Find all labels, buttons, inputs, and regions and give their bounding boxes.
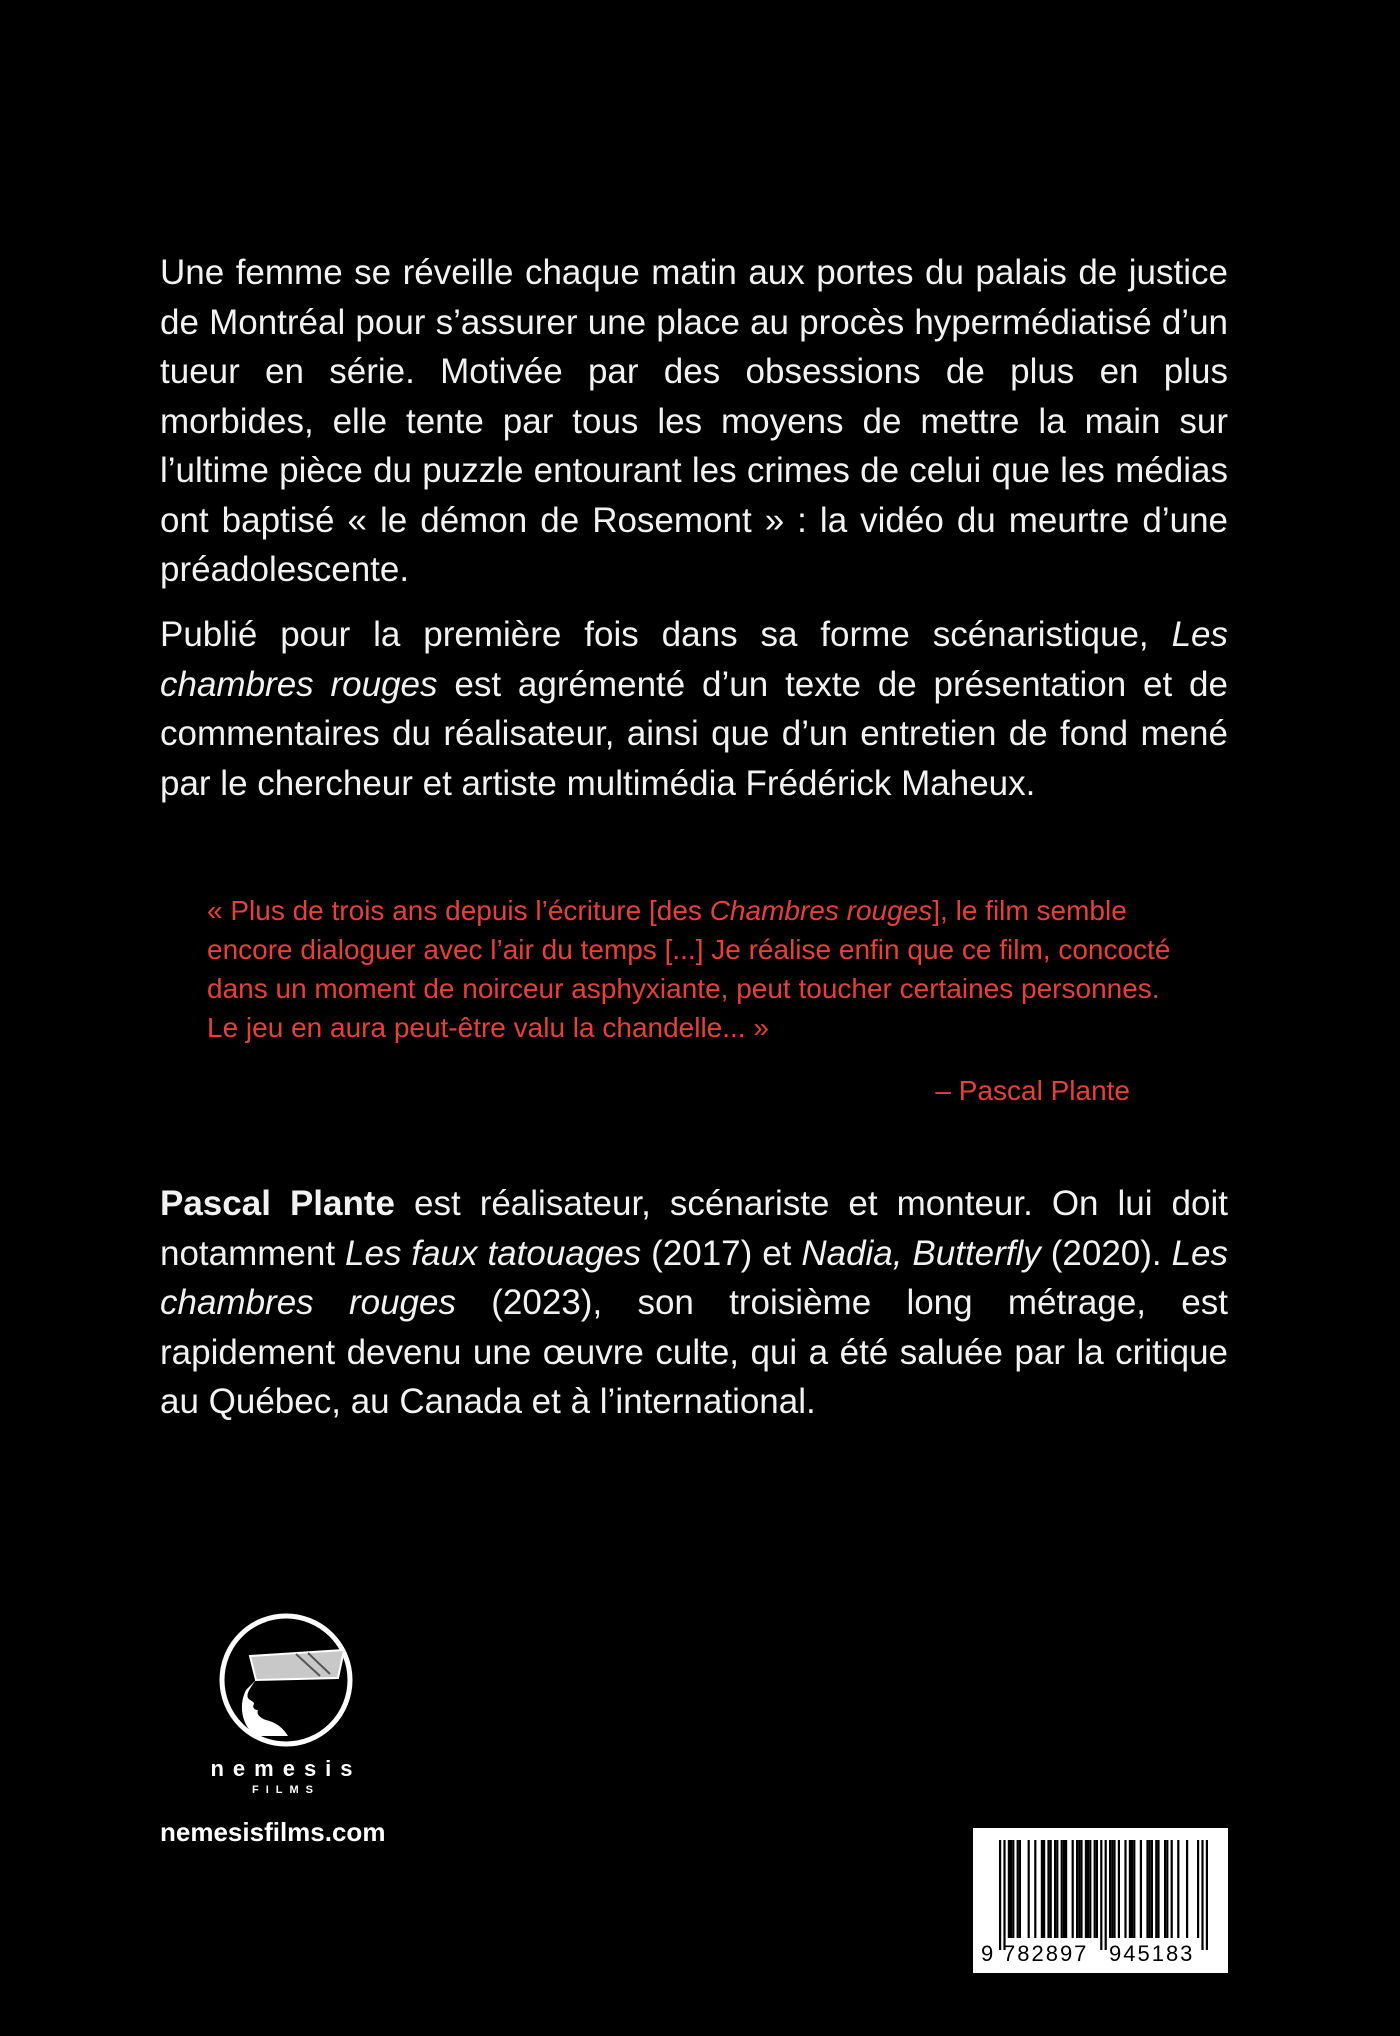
synopsis-paragraph (160, 248, 1228, 595)
barcode-bar (1105, 1840, 1107, 1950)
barcode-bar (1010, 1840, 1012, 1938)
quote-part2: ], le film semble encore dialoguer avec l’air du temps [...] Je réalise enfin que ce film, concocté dans un moment de noirceur asphyxiante, peut toucher certaines personnes. Le jeu en aura peut-être valu la chandelle... » (207, 895, 1171, 1043)
bio-part2: (2017) et (641, 1233, 802, 1273)
isbn-barcode (973, 1828, 1228, 1973)
barcode-bar (1140, 1840, 1142, 1938)
bio-part1: est réalisateur, scénariste et monteur. On lui doit notamment (160, 1184, 1228, 1273)
synopsis-text: Une femme se réveille chaque matin aux portes du palais de justice de Montréal pour s’assurer une place au procès hypermédiatisé d’un tueur en série. Motivée par des obsessions de plus en plus morbides, elle tente par tous les moyens de mettre la main sur l’ultime pièce du puzzle entourant les crimes de celui que les médias ont baptisé « le démon de Rosemont » : la vidéo du meurtre d’une préadolescente. (160, 253, 1228, 589)
bio-part3: (2020). (1040, 1233, 1172, 1273)
publication-book-title: Les chambres rouges (160, 615, 1228, 704)
barcode-bar (1094, 1840, 1096, 1938)
quote-film-title: Chambres rouges (709, 895, 933, 926)
barcode-bar (1157, 1840, 1159, 1938)
nemesis-head-icon (216, 1610, 356, 1750)
author-bio (160, 1179, 1228, 1427)
publisher-subname: FILMS (252, 1784, 320, 1796)
barcode-bar (1056, 1840, 1058, 1938)
barcode-bar (1155, 1840, 1157, 1938)
bio-film1: Les faux tatouages (345, 1233, 642, 1273)
barcode-bar (1201, 1840, 1203, 1950)
barcode-bar (999, 1840, 1001, 1950)
barcode-lead-digit: 9 (981, 1941, 994, 1966)
barcode-bar (1149, 1840, 1151, 1938)
barcode-bar (1166, 1840, 1168, 1938)
barcode-bar (1003, 1840, 1005, 1950)
barcode-bar (1043, 1840, 1045, 1938)
publication-text-part2: est agrémenté d’un texte de présentation et de commentaires du réalisateur, ainsi que d’un entretien de fond mené par le chercheur et artiste multimédia Frédérick Maheux. (160, 664, 1228, 803)
bio-part4: (2023), son troisième long métrage, est rapidement devenu une œuvre culte, qui a été saluée par la critique au Québec, au Canada et à l’international. (160, 1283, 1228, 1421)
barcode-bar (1008, 1840, 1010, 1938)
barcode-bar (1047, 1840, 1049, 1938)
barcode-bar (1061, 1840, 1063, 1938)
barcode-bar (1012, 1840, 1014, 1938)
barcode-bar (1100, 1840, 1102, 1950)
barcode-bar (1072, 1840, 1074, 1938)
publication-text (160, 610, 1228, 808)
barcode-bar (1065, 1840, 1067, 1938)
barcode-bar (1109, 1840, 1111, 1938)
barcode-bar (1041, 1840, 1043, 1938)
barcode-bar (1028, 1840, 1030, 1938)
barcode-bar (1096, 1840, 1098, 1938)
publisher-name: nemesis (210, 1756, 362, 1781)
barcode-bar (1129, 1840, 1131, 1938)
barcode-bar (1034, 1840, 1036, 1938)
publication-text-part1: Publié pour la première fois dans sa forme scénaristique, (160, 615, 1172, 654)
barcode-bar (1133, 1840, 1135, 1938)
bio-text (160, 1179, 1228, 1427)
barcode-bar (1206, 1840, 1208, 1950)
barcode-bar (1111, 1840, 1113, 1938)
bio-film3: Les chambres rouges (160, 1233, 1228, 1322)
barcode-bar (1078, 1840, 1080, 1938)
barcode-bar (1089, 1840, 1091, 1938)
barcode-bar (1146, 1840, 1148, 1938)
bio-author-name: Pascal Plante (160, 1184, 395, 1223)
barcode-bar (1019, 1840, 1021, 1938)
barcode-bar (1017, 1840, 1019, 1938)
barcode-bar (1080, 1840, 1082, 1938)
barcode-bar (1050, 1840, 1052, 1938)
bio-film2: Nadia, Butterfly (801, 1233, 1041, 1273)
publisher-website: nemesisfilms.com (160, 1817, 386, 1847)
barcode-bar (1164, 1840, 1166, 1938)
barcode-bar (1124, 1840, 1126, 1938)
barcode-bar (1131, 1840, 1133, 1938)
barcode-bar (1197, 1840, 1199, 1938)
barcode-bar (1113, 1840, 1115, 1938)
barcode-bar (1151, 1840, 1153, 1938)
barcode-bar (1177, 1840, 1179, 1938)
barcode-bar (1171, 1840, 1173, 1938)
director-quote (207, 891, 1177, 1047)
quote-part1: « Plus de trois ans depuis l’écriture [des (207, 895, 710, 926)
barcode-bar (1054, 1840, 1056, 1938)
barcode-group-1: 782897 (1003, 1941, 1089, 1966)
barcode-bar (1087, 1840, 1089, 1938)
barcode-digits (973, 1940, 1228, 1968)
publication-paragraph (160, 610, 1228, 808)
barcode-bar (1076, 1840, 1078, 1938)
barcode-bar (1186, 1840, 1188, 1938)
barcode-group-2: 945183 (1109, 1941, 1195, 1966)
barcode-bar (1063, 1840, 1065, 1938)
quote-author: – Pascal Plante (935, 1075, 1130, 1106)
barcode-bar (1118, 1840, 1120, 1938)
barcode-bar (1085, 1840, 1087, 1938)
